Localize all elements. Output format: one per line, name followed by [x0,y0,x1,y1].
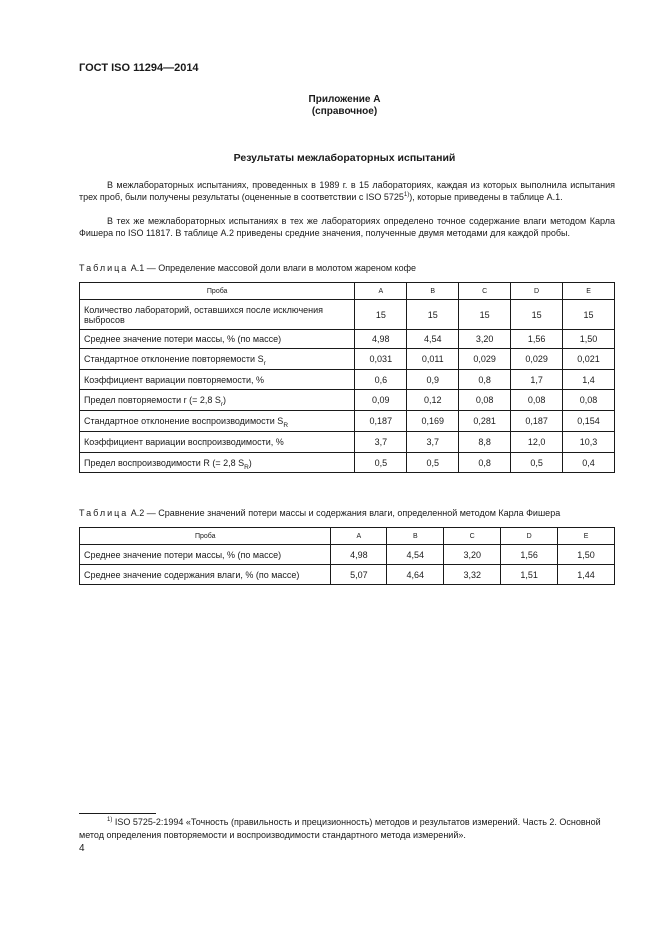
value-cell: 5,07 [331,565,387,585]
value-cell: 0,9 [407,370,459,390]
value-cell: 0,031 [355,349,407,370]
row-label: Коэффициент вариации воспроизводимости, % [80,432,355,453]
value-cell: 0,5 [511,453,563,473]
row-label: Среднее значение потери массы, % (по массе) [80,330,355,349]
value-cell: 10,3 [563,432,615,453]
row-label: Коэффициент вариации повторяемости, % [80,370,355,390]
row-label [80,349,355,370]
row-label: Среднее значение потери массы, % (по массе) [80,545,331,565]
value-cell: 8,8 [459,432,511,453]
row-label [80,453,355,473]
value-cell: 0,281 [459,411,511,432]
value-cell: 1,44 [558,565,615,585]
value-cell: 0,187 [511,411,563,432]
value-cell: 0,8 [459,370,511,390]
column-header-d: D [511,283,563,300]
value-cell: 0,154 [563,411,615,432]
table2 [79,527,615,585]
row-label [80,390,355,411]
value-cell: 3,7 [355,432,407,453]
column-header-a: A [355,283,407,300]
footnote-text: ISO 5725-2:1994 «Точность (правильность и прецизионность) методов и результатов измерений. Часть 2. Основной метод определения повторяемости и воспроизводимости стандартного метода измерений». [79,817,601,840]
value-cell: 0,6 [355,370,407,390]
column-header-e: E [563,283,615,300]
column-header-sample: Проба [80,283,355,300]
value-cell: 1,50 [563,330,615,349]
annex-status: (справочное) [311,106,378,117]
value-cell: 1,56 [511,330,563,349]
row-label-text: Стандартное отклонение воспроизводимости S [84,416,284,426]
table-row [80,545,615,565]
page-number: 4 [79,843,85,854]
value-cell: 3,7 [407,432,459,453]
value-cell: 15 [511,300,563,330]
row-label-text: Предел воспроизводимости R (= 2,8 S [84,457,245,468]
table-row [80,453,615,473]
table-row [80,370,615,390]
value-cell: 0,09 [355,390,407,411]
table2-caption [79,508,560,518]
value-cell: 1,50 [558,545,615,565]
value-cell: 0,029 [459,349,511,370]
value-cell: 0,011 [407,349,459,370]
value-cell: 0,5 [355,453,407,473]
table1-caption-word: Таблица [79,263,129,273]
row-label-suffix: ) [223,395,227,405]
column-header-b: B [387,528,444,545]
table1 [79,282,615,473]
value-cell: 3,32 [444,565,501,585]
value-cell: 0,8 [459,453,511,473]
value-cell: 12,0 [511,432,563,453]
column-header-d: D [501,528,558,545]
paragraph-1-text: В межлабораторных испытаниях, проведенных в 1989 г. в 15 лабораториях, каждая из которых выполнила испытания трех проб, были получены результаты (оцененные в соответствии с ISO 5725 [79,180,615,203]
value-cell: 0,12 [407,390,459,411]
value-cell: 3,20 [459,330,511,349]
value-cell: 1,56 [501,545,558,565]
value-cell: 0,029 [511,349,563,370]
value-cell: 1,51 [501,565,558,585]
column-header-c: C [459,283,511,300]
annex-title: Приложение А [308,94,381,105]
footnote [79,816,615,841]
paragraph-2: В тех же межлабораторных испытаниях в тех же лабораториях определено точное содержание влаги методом Карла Фишера по ISO 11817. В таблице А.2 приведены средние значения, полученные двумя методами для каждой пробы. [79,216,615,239]
column-header-a: A [331,528,387,545]
value-cell: 0,187 [355,411,407,432]
value-cell: 1,4 [563,370,615,390]
value-cell: 3,20 [444,545,501,565]
value-cell: 0,08 [511,390,563,411]
standard-header: ГОСТ ISO 11294—2014 [79,62,199,74]
value-cell: 0,08 [563,390,615,411]
row-label-text: Стандартное отклонение повторяемости S [84,354,264,364]
paragraph-1-text-end: ), которые приведены в таблице А.1. [409,192,563,203]
value-cell: 15 [407,300,459,330]
table-row [80,411,615,432]
header-row [80,528,615,545]
row-label-subscript: R [283,421,289,429]
paragraph-1 [79,179,615,204]
table2-body [80,545,615,585]
column-header-b: B [407,283,459,300]
section-title: Результаты межлабораторных испытаний [233,152,456,164]
value-cell: 0,021 [563,349,615,370]
value-cell: 15 [459,300,511,330]
table-row [80,349,615,370]
table-row [80,390,615,411]
value-cell: 15 [563,300,615,330]
table-row [80,565,615,585]
table-row [80,432,615,453]
table1-caption [79,263,416,273]
table1-body [80,300,615,473]
table-row [80,330,615,349]
column-header-c: C [444,528,501,545]
table1-header [80,283,615,300]
value-cell: 4,98 [355,330,407,349]
value-cell: 4,54 [387,545,444,565]
value-cell: 0,4 [563,453,615,473]
footnote-divider [79,813,156,814]
value-cell: 0,08 [459,390,511,411]
table-row [80,300,615,330]
value-cell: 1,7 [511,370,563,390]
row-label-suffix: ) [248,457,252,468]
header-row [80,283,615,300]
table2-caption-word: Таблица [79,508,129,518]
table1-caption-text: А.1 — Определение массовой доли влаги в молотом жареном кофе [128,263,417,273]
value-cell: 15 [355,300,407,330]
row-label-subscript: r [263,359,266,367]
row-label [80,411,355,432]
row-label: Количество лабораторий, оставшихся после исключения выбросов [80,300,355,330]
footnote-ref: 1) [403,192,410,199]
column-header-e: E [558,528,615,545]
row-label-text: Предел повторяемости r (= 2,8 S [84,395,221,405]
value-cell: 4,98 [331,545,387,565]
table2-header [80,528,615,545]
row-label: Среднее значение содержания влаги, % (по массе) [80,565,331,585]
value-cell: 0,169 [407,411,459,432]
row-label-subscript: r [220,400,224,408]
footnote-mark: 1) [107,817,113,823]
table2-caption-text: А.2 — Сравнение значений потери массы и содержания влаги, определенной методом Карла Фишера [128,508,561,518]
row-label-subscript: R [244,463,249,471]
column-header-sample: Проба [80,528,331,545]
value-cell: 0,5 [407,453,459,473]
value-cell: 4,64 [387,565,444,585]
value-cell: 4,54 [407,330,459,349]
